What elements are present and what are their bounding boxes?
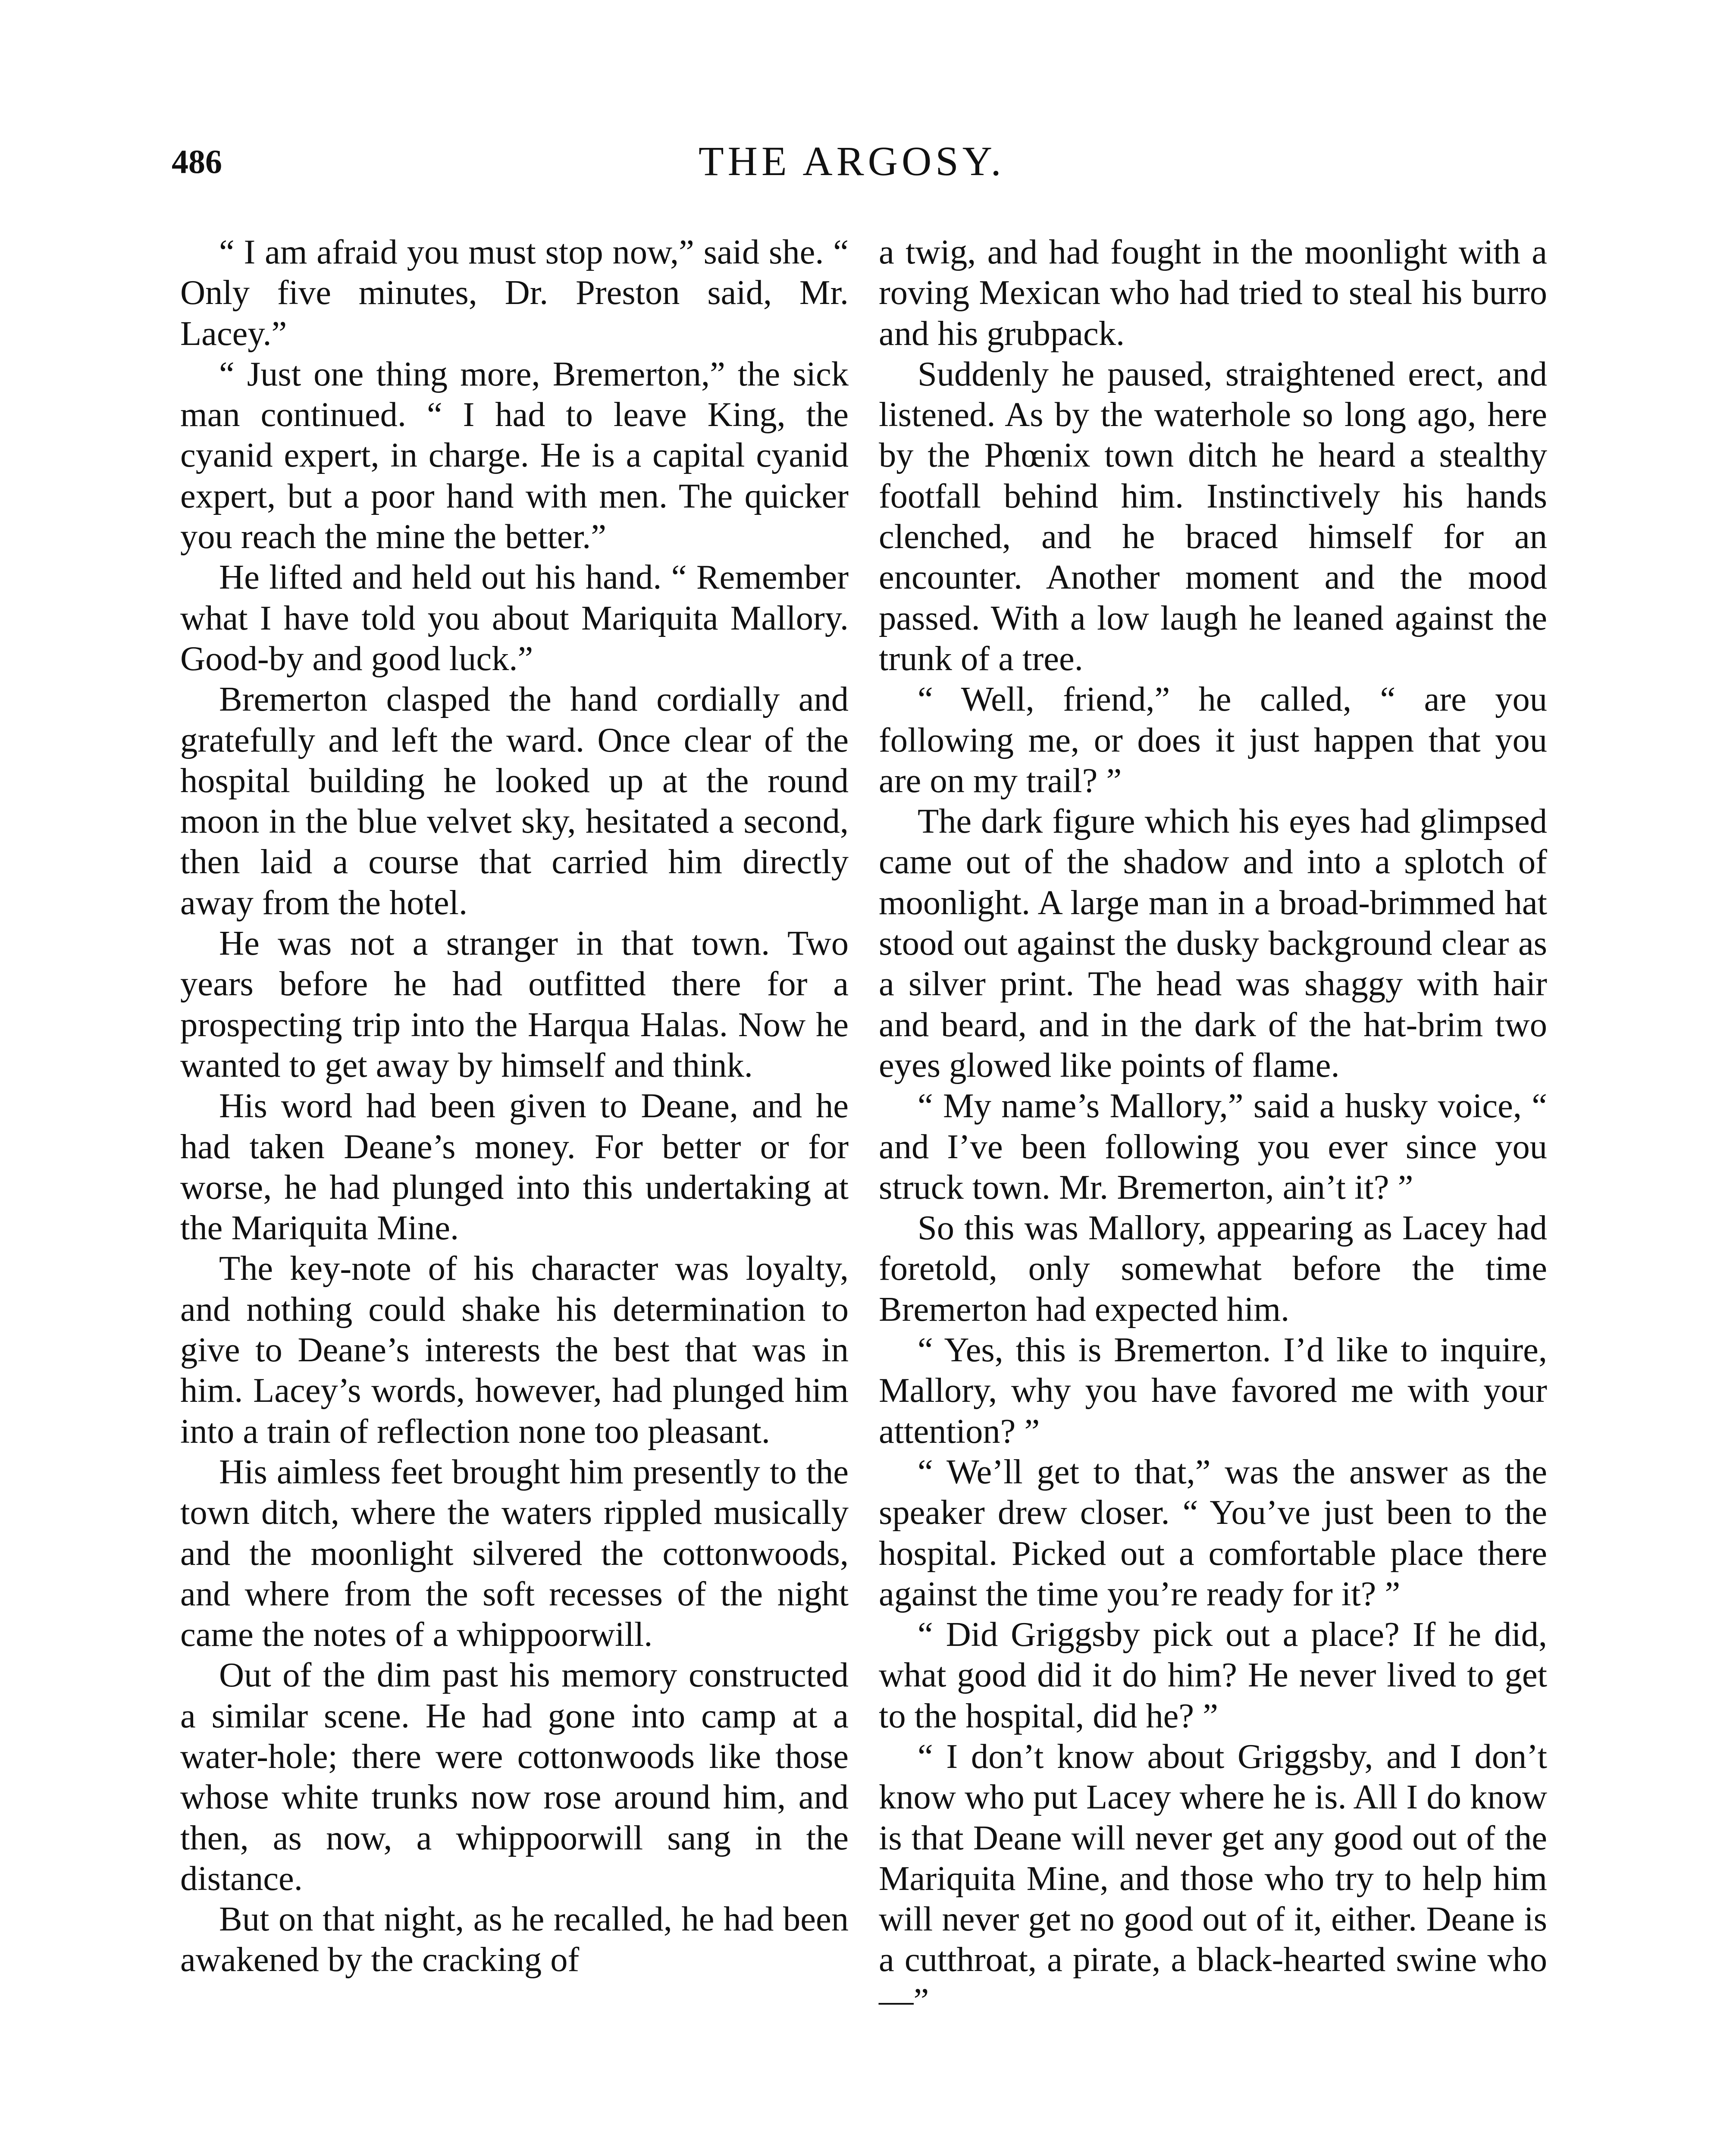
paragraph: Suddenly he paused, straightened erect, and listened. As by the waterhole so long ago, here by the Phœnix town ditch he heard a stealthy footfall behind him. Instinctively his hands clenched, and he braced himself for an encounter. Another moment and the mood passed. With a low laugh he leaned against the trunk of a tree.	[879, 354, 1547, 678]
paragraph: “ I am afraid you must stop now,” said she. “ Only five minutes, Dr. Preston said, Mr. Lacey.”	[180, 233, 849, 353]
paragraph: He was not a stranger in that town. Two years before he had outfitted there for a prospecting trip into the Harqua Halas. Now he wanted to get away by himself and think.	[180, 924, 849, 1084]
paragraph: “ My name’s Mallory,” said a husky voice, “ and I’ve been following you ever since you struck town. Mr. Bremerton, ain’t it? ”	[879, 1087, 1547, 1206]
paragraph: “ I don’t know about Griggsby, and I don’t know who put Lacey where he is. All I do know is that Deane will never get any good out of the Mariquita Mine, and those who try to help him will never get no good out of it, either. Deane is a cutthroat, a pirate, a black-hearted swine who—”	[879, 1737, 1547, 2020]
paragraph: But on that night, as he recalled, he had been awakened by the cracking of	[180, 1900, 849, 1979]
paragraph: His word had been given to Deane, and he had taken Deane’s money. For better or for worse, he had plunged into this undertaking at the Mariquita Mine.	[180, 1087, 849, 1247]
paragraph: So this was Mallory, appearing as Lacey had foretold, only somewhat before the time Bremerton had expected him.	[879, 1209, 1547, 1329]
page-number: 486	[172, 143, 222, 180]
paragraph: Out of the dim past his memory constructed a similar scene. He had gone into camp at a water-hole; there were cottonwoods like those whose white trunks now rose around him, and then, as now, a whippoorwill sang in the distance.	[180, 1656, 849, 1898]
left-column	[180, 232, 849, 1981]
paragraph: “ Just one thing more, Bremerton,” the sick man continued. “ I had to leave King, the cyanid expert, in charge. He is a capital cyanid expert, but a poor hand with men. The quicker you reach the mine the better.”	[180, 354, 849, 556]
right-column	[879, 232, 1547, 2021]
paragraph: The key-note of his character was loyalty, and nothing could shake his determination to give to Deane’s interests the best that was in him. Lacey’s words, however, had plunged him into a train of reflection none too pleasant.	[180, 1249, 849, 1451]
paragraph: “ Yes, this is Bremerton. I’d like to inquire, Mallory, why you have favored me with your attention? ”	[879, 1331, 1547, 1451]
paragraph: Bremerton clasped the hand cordially and gratefully and left the ward. Once clear of the hospital building he looked up at the round moon in the blue velvet sky, hesitated a second, then laid a course that carried him directly away from the hotel.	[180, 680, 849, 922]
paragraph: “ Well, friend,” he called, “ are you following me, or does it just happen that you are on my trail? ”	[879, 680, 1547, 800]
paragraph: His aimless feet brought him presently to the town ditch, where the waters rippled musically and the moonlight silvered the cottonwoods, and where from the soft recesses of the night came the notes of a whippoorwill.	[180, 1452, 849, 1654]
paragraph: “ We’ll get to that,” was the answer as the speaker drew closer. “ You’ve just been to the hospital. Picked out a comfortable place there against the time you’re ready for it? ”	[879, 1452, 1547, 1613]
paragraph: “ Did Griggsby pick out a place? If he did, what good did it do him? He never lived to get to the hospital, did he? ”	[879, 1615, 1547, 1735]
running-title: THE ARGOSY.	[699, 138, 1005, 184]
paragraph: The dark figure which his eyes had glimpsed came out of the shadow and into a splotch of moonlight. A large man in a broad-brimmed hat stood out against the dusky background clear as a silver print. The head was shaggy with hair and beard, and in the dark of the hat-brim two eyes glowed like points of flame.	[879, 802, 1547, 1084]
paragraph-continuation: a twig, and had fought in the moonlight with a roving Mexican who had tried to steal his burro and his grubpack.	[879, 233, 1547, 353]
paragraph: He lifted and held out his hand. “ Remember what I have told you about Mariquita Mallory. Good-by and good luck.”	[180, 558, 849, 678]
